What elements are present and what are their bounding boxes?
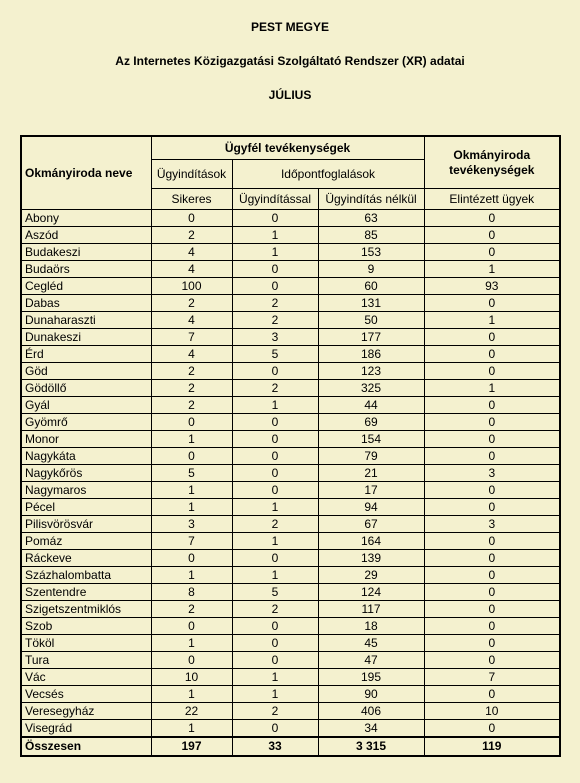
office-name-cell: Göd: [21, 363, 151, 380]
with-initiation-cell: 1: [232, 533, 318, 550]
without-initiation-cell: 47: [318, 652, 424, 669]
successful-cell: 100: [151, 278, 232, 295]
table-row: [21, 720, 560, 738]
successful-cell: 2: [151, 380, 232, 397]
with-initiation-cell: 0: [232, 482, 318, 499]
office-name-cell: Dabas: [21, 295, 151, 312]
total-completed: 119: [424, 737, 560, 756]
table-row: [21, 567, 560, 584]
completed-cell: 0: [424, 482, 560, 499]
with-initiation-cell: 1: [232, 567, 318, 584]
office-name-cell: Cegléd: [21, 278, 151, 295]
with-initiation-cell: 1: [232, 227, 318, 244]
table-row: [21, 618, 560, 635]
table-row: [21, 533, 560, 550]
table-row: [21, 516, 560, 533]
office-name-cell: Aszód: [21, 227, 151, 244]
successful-cell: 1: [151, 720, 232, 738]
office-name-cell: Szentendre: [21, 584, 151, 601]
successful-cell: 0: [151, 210, 232, 227]
office-activities-header: Okmányiroda tevékenységek: [424, 136, 560, 189]
with-initiation-cell: 0: [232, 652, 318, 669]
table-row: [21, 669, 560, 686]
without-initiation-cell: 195: [318, 669, 424, 686]
total-with-initiation: 33: [232, 737, 318, 756]
successful-cell: 22: [151, 703, 232, 720]
completed-cell: 0: [424, 244, 560, 261]
completed-cell: 7: [424, 669, 560, 686]
office-name-cell: Pilisvörösvár: [21, 516, 151, 533]
without-initiation-cell: 67: [318, 516, 424, 533]
completed-cell: 0: [424, 295, 560, 312]
completed-cell: 0: [424, 533, 560, 550]
successful-header: Sikeres: [151, 189, 232, 210]
office-name-cell: Dunaharaszti: [21, 312, 151, 329]
successful-cell: 4: [151, 244, 232, 261]
with-initiation-cell: 2: [232, 295, 318, 312]
without-initiation-cell: 124: [318, 584, 424, 601]
without-initiation-cell: 34: [318, 720, 424, 738]
completed-cell: 0: [424, 720, 560, 738]
completed-cell: 0: [424, 686, 560, 703]
without-initiation-cell: 123: [318, 363, 424, 380]
successful-cell: 2: [151, 227, 232, 244]
office-name-cell: Ráckeve: [21, 550, 151, 567]
table-row: [21, 414, 560, 431]
without-initiation-cell: 131: [318, 295, 424, 312]
without-initiation-cell: 63: [318, 210, 424, 227]
table-row: [21, 482, 560, 499]
office-name-cell: Nagykőrös: [21, 465, 151, 482]
with-initiation-cell: 2: [232, 601, 318, 618]
successful-cell: 1: [151, 482, 232, 499]
table-row: [21, 652, 560, 669]
with-initiation-header: Ügyindítással: [232, 189, 318, 210]
without-initiation-cell: 164: [318, 533, 424, 550]
without-initiation-cell: 117: [318, 601, 424, 618]
successful-cell: 0: [151, 618, 232, 635]
office-name-header: Okmányiroda neve: [21, 136, 151, 210]
office-name-cell: Nagykáta: [21, 448, 151, 465]
table-row: [21, 295, 560, 312]
completed-cell: 0: [424, 210, 560, 227]
office-name-cell: Budaörs: [21, 261, 151, 278]
table-row: [21, 312, 560, 329]
office-name-cell: Vecsés: [21, 686, 151, 703]
office-name-cell: Pomáz: [21, 533, 151, 550]
without-initiation-cell: 21: [318, 465, 424, 482]
table-row: [21, 380, 560, 397]
without-initiation-cell: 45: [318, 635, 424, 652]
office-name-cell: Monor: [21, 431, 151, 448]
office-name-cell: Tura: [21, 652, 151, 669]
completed-cell: 0: [424, 618, 560, 635]
completed-cell: 1: [424, 312, 560, 329]
completed-cell: 0: [424, 584, 560, 601]
with-initiation-cell: 1: [232, 244, 318, 261]
successful-cell: 1: [151, 499, 232, 516]
with-initiation-cell: 1: [232, 397, 318, 414]
table-row: [21, 465, 560, 482]
table-row: [21, 584, 560, 601]
successful-cell: 10: [151, 669, 232, 686]
without-initiation-cell: 50: [318, 312, 424, 329]
with-initiation-cell: 0: [232, 635, 318, 652]
completed-cell: 0: [424, 227, 560, 244]
completed-cell: 0: [424, 550, 560, 567]
completed-cell: 0: [424, 635, 560, 652]
successful-cell: 5: [151, 465, 232, 482]
completed-cell: 0: [424, 414, 560, 431]
successful-cell: 7: [151, 329, 232, 346]
without-initiation-header: Ügyindítás nélkül: [318, 189, 424, 210]
successful-cell: 2: [151, 397, 232, 414]
with-initiation-cell: 2: [232, 516, 318, 533]
total-without-initiation: 3 315: [318, 737, 424, 756]
table-row: [21, 346, 560, 363]
without-initiation-cell: 325: [318, 380, 424, 397]
with-initiation-cell: 1: [232, 686, 318, 703]
with-initiation-cell: 0: [232, 720, 318, 738]
table-row: [21, 703, 560, 720]
completed-cell: 0: [424, 567, 560, 584]
successful-cell: 0: [151, 550, 232, 567]
completed-cell: 0: [424, 431, 560, 448]
table-row: [21, 601, 560, 618]
office-name-cell: Gyál: [21, 397, 151, 414]
completed-cell: 3: [424, 465, 560, 482]
completed-cell: 0: [424, 363, 560, 380]
completed-cell: 3: [424, 516, 560, 533]
successful-cell: 1: [151, 431, 232, 448]
without-initiation-cell: 44: [318, 397, 424, 414]
table-row: [21, 635, 560, 652]
without-initiation-cell: 18: [318, 618, 424, 635]
without-initiation-cell: 79: [318, 448, 424, 465]
office-name-cell: Dunakeszi: [21, 329, 151, 346]
successful-cell: 1: [151, 567, 232, 584]
without-initiation-cell: 186: [318, 346, 424, 363]
table-row: [21, 329, 560, 346]
without-initiation-cell: 29: [318, 567, 424, 584]
successful-cell: 2: [151, 295, 232, 312]
successful-cell: 0: [151, 448, 232, 465]
office-name-cell: Érd: [21, 346, 151, 363]
with-initiation-cell: 0: [232, 431, 318, 448]
table-row: [21, 363, 560, 380]
office-name-cell: Szob: [21, 618, 151, 635]
office-name-cell: Visegrád: [21, 720, 151, 738]
with-initiation-cell: 0: [232, 414, 318, 431]
completed-cell: 0: [424, 397, 560, 414]
with-initiation-cell: 2: [232, 380, 318, 397]
table-body: [21, 210, 560, 738]
office-name-cell: Gödöllő: [21, 380, 151, 397]
total-label: Összesen: [21, 737, 151, 756]
with-initiation-cell: 0: [232, 448, 318, 465]
without-initiation-cell: 153: [318, 244, 424, 261]
office-name-cell: Budakeszi: [21, 244, 151, 261]
completed-cell: 0: [424, 329, 560, 346]
without-initiation-cell: 90: [318, 686, 424, 703]
completed-cell: 0: [424, 346, 560, 363]
without-initiation-cell: 94: [318, 499, 424, 516]
office-name-cell: Veresegyház: [21, 703, 151, 720]
office-name-cell: Abony: [21, 210, 151, 227]
table-row: [21, 550, 560, 567]
appointments-header: Időpontfoglalások: [232, 160, 424, 189]
completed-cell: 10: [424, 703, 560, 720]
table-row: [21, 244, 560, 261]
table-row: [21, 686, 560, 703]
county-title: PEST MEGYE: [250, 20, 330, 34]
table-row: [21, 448, 560, 465]
with-initiation-cell: 0: [232, 550, 318, 567]
without-initiation-cell: 17: [318, 482, 424, 499]
successful-cell: 4: [151, 312, 232, 329]
completed-cell: 0: [424, 601, 560, 618]
successful-cell: 4: [151, 346, 232, 363]
completed-cell: 93: [424, 278, 560, 295]
office-name-cell: Vác: [21, 669, 151, 686]
with-initiation-cell: 5: [232, 346, 318, 363]
table-row: [21, 499, 560, 516]
with-initiation-cell: 3: [232, 329, 318, 346]
office-name-cell: Százhalombatta: [21, 567, 151, 584]
successful-cell: 0: [151, 414, 232, 431]
office-name-cell: Nagymaros: [21, 482, 151, 499]
table-row: [21, 227, 560, 244]
successful-cell: 7: [151, 533, 232, 550]
successful-cell: 1: [151, 635, 232, 652]
table-row: [21, 431, 560, 448]
successful-cell: 1: [151, 686, 232, 703]
with-initiation-cell: 1: [232, 669, 318, 686]
successful-cell: 0: [151, 652, 232, 669]
with-initiation-cell: 1: [232, 499, 318, 516]
without-initiation-cell: 60: [318, 278, 424, 295]
with-initiation-cell: 0: [232, 618, 318, 635]
with-initiation-cell: 5: [232, 584, 318, 601]
successful-cell: 2: [151, 363, 232, 380]
successful-cell: 2: [151, 601, 232, 618]
total-row: [21, 737, 560, 756]
office-name-cell: Gyömrő: [21, 414, 151, 431]
total-successful: 197: [151, 737, 232, 756]
with-initiation-cell: 2: [232, 703, 318, 720]
with-initiation-cell: 0: [232, 261, 318, 278]
with-initiation-cell: 0: [232, 465, 318, 482]
without-initiation-cell: 139: [318, 550, 424, 567]
with-initiation-cell: 2: [232, 312, 318, 329]
completed-cell: 0: [424, 499, 560, 516]
successful-cell: 4: [151, 261, 232, 278]
without-initiation-cell: 69: [318, 414, 424, 431]
office-name-cell: Tököl: [21, 635, 151, 652]
completed-cell: 0: [424, 448, 560, 465]
with-initiation-cell: 0: [232, 363, 318, 380]
completed-cell: 1: [424, 261, 560, 278]
completed-cases-header: Elintézett ügyek: [424, 189, 560, 210]
table-row: [21, 278, 560, 295]
with-initiation-cell: 0: [232, 210, 318, 227]
without-initiation-cell: 154: [318, 431, 424, 448]
table-row: [21, 397, 560, 414]
month-title: JÚLIUS: [268, 88, 312, 102]
completed-cell: 1: [424, 380, 560, 397]
table-row: [21, 210, 560, 227]
office-name-cell: Pécel: [21, 499, 151, 516]
table-row: [21, 261, 560, 278]
without-initiation-cell: 177: [318, 329, 424, 346]
without-initiation-cell: 9: [318, 261, 424, 278]
report-subtitle: Az Internetes Közigazgatási Szolgáltató Rendszer (XR) adatai: [115, 54, 465, 68]
successful-cell: 8: [151, 584, 232, 601]
case-initiations-header: Ügyindítások: [151, 160, 232, 189]
client-activities-header: Ügyfél tevékenységek: [151, 136, 424, 160]
with-initiation-cell: 0: [232, 278, 318, 295]
without-initiation-cell: 85: [318, 227, 424, 244]
office-name-cell: Szigetszentmiklós: [21, 601, 151, 618]
successful-cell: 3: [151, 516, 232, 533]
completed-cell: 0: [424, 652, 560, 669]
without-initiation-cell: 406: [318, 703, 424, 720]
statistics-table: [20, 135, 561, 757]
